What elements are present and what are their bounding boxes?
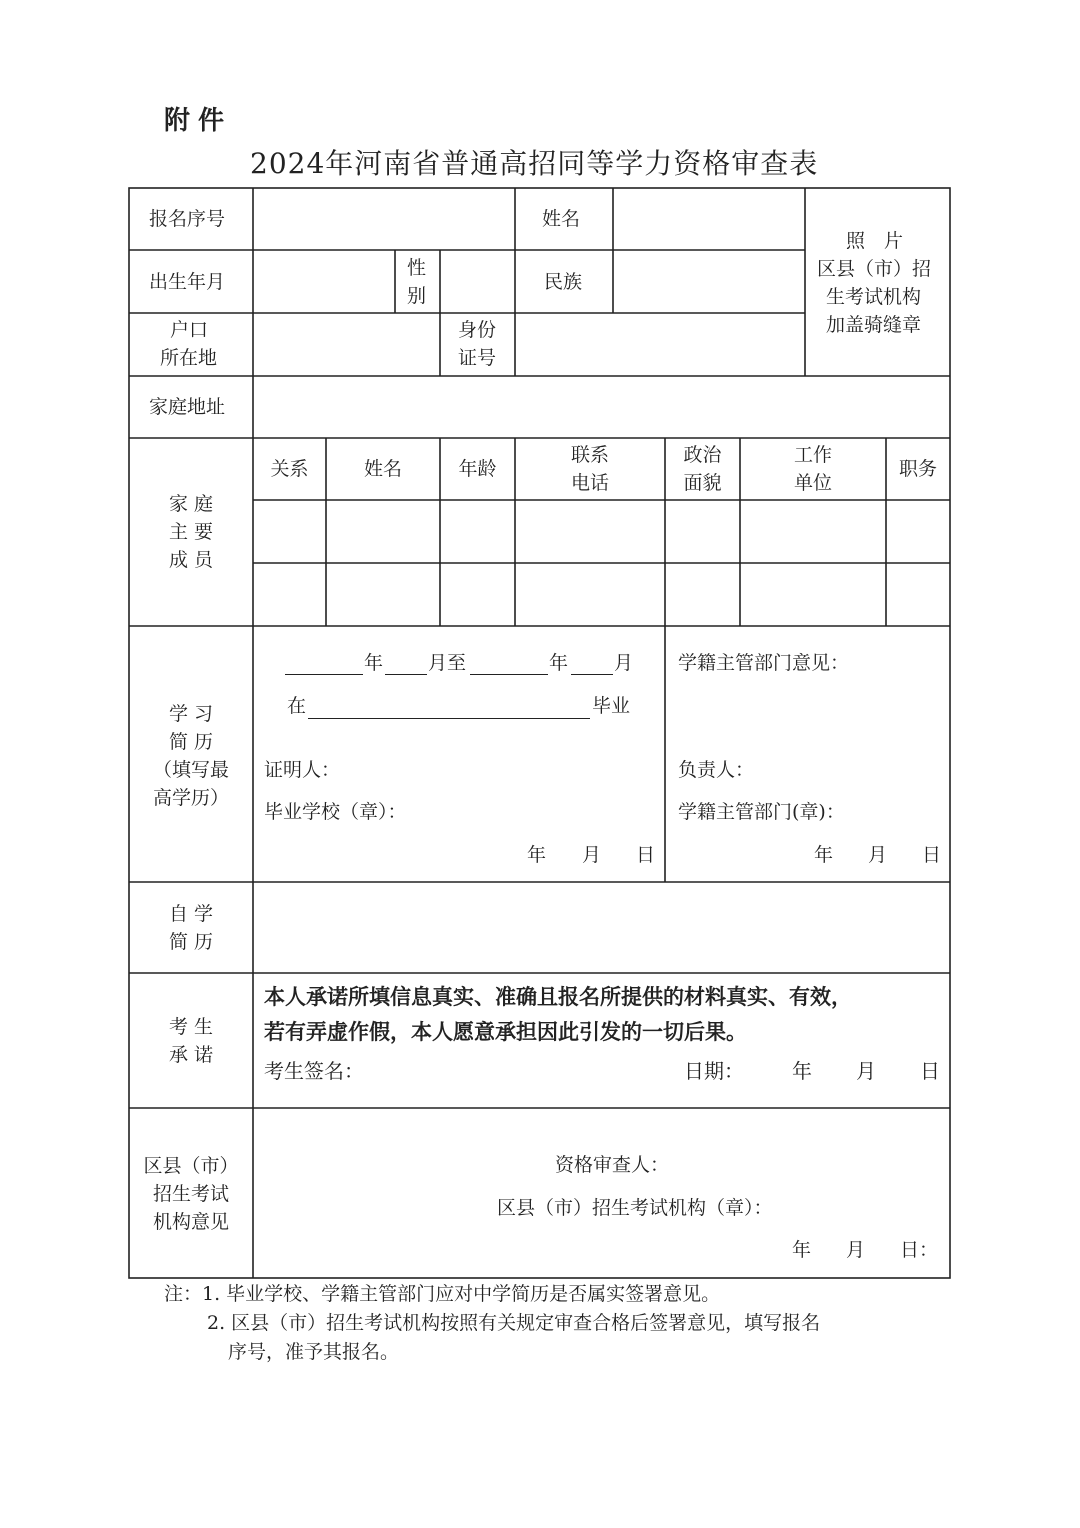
hukou-label-1: 户口 <box>170 319 209 341</box>
family-member-row-1[interactable] <box>253 500 950 563</box>
name-input[interactable] <box>613 188 805 250</box>
hukou-input[interactable] <box>253 313 440 376</box>
ethnicity-input[interactable] <box>613 250 805 313</box>
pledge-date-day: 日 <box>920 1059 940 1083</box>
photo-note-line3: 加盖骑缝章 <box>826 314 922 336</box>
school-date-day: 日 <box>636 844 656 866</box>
family-header-name: 姓名 <box>363 458 402 480</box>
witness-label: 证明人： <box>264 759 341 781</box>
review-date-month: 月 <box>846 1239 866 1261</box>
ethnicity-label: 民族 <box>544 271 583 293</box>
note-line-1: 注：1. 毕业学校、学籍主管部门应对中学简历是否属实签署意见。 <box>164 1283 721 1305</box>
signature-field[interactable] <box>374 1058 664 1088</box>
idcard-label-1: 身份 <box>458 319 497 341</box>
family-member-row-2[interactable] <box>253 563 950 626</box>
study-label: 学 习 简 历 （填写最 高学历） <box>152 703 229 809</box>
end-month-line[interactable] <box>571 674 613 675</box>
end-year-unit: 年 <box>549 652 569 674</box>
family-header-relation: 关系 <box>270 458 309 480</box>
school-date-year: 年 <box>527 844 547 866</box>
attachment-label: 附件 <box>164 106 233 136</box>
school-date-month: 月 <box>582 844 602 866</box>
photo-note-line1: 区县（市）招 <box>817 258 932 280</box>
dept-seal-label: 学籍主管部门(章)： <box>678 801 845 823</box>
dept-date-year: 年 <box>814 844 834 866</box>
pledge-date-month: 月 <box>856 1059 876 1083</box>
name-label: 姓名 <box>542 208 581 230</box>
pledge-text-line2: 若有弄虚作假，本人愿意承担因此引发的一切后果。 <box>264 1019 747 1044</box>
gender-input[interactable] <box>440 250 515 313</box>
start-month-line[interactable] <box>385 674 427 675</box>
review-date-year: 年 <box>792 1239 812 1261</box>
hukou-label-2: 所在地 <box>160 347 218 369</box>
family-header-work-unit: 工作 单位 <box>793 444 832 494</box>
end-year-line[interactable] <box>470 674 548 675</box>
responsible-label: 负责人： <box>678 759 755 781</box>
note-line-3: 序号，准予其报名。 <box>228 1341 400 1363</box>
family-header-position: 职务 <box>898 458 937 480</box>
address-label: 家庭地址 <box>149 396 226 418</box>
reviewer-label: 资格审查人： <box>555 1154 670 1176</box>
pledge-date-label: 日期： <box>684 1059 744 1083</box>
pledge-label: 考 生 承 诺 <box>168 1016 214 1066</box>
family-header-phone: 联系 电话 <box>570 444 609 494</box>
end-month-unit: 月 <box>614 652 634 674</box>
pledge-date-year: 年 <box>792 1059 812 1083</box>
photo-title: 照 片 <box>846 230 904 252</box>
pledge-text-line1: 本人承诺所填信息真实、准确且报名所提供的材料真实、有效， <box>264 984 852 1009</box>
reg-no-label: 报名序号 <box>149 208 226 230</box>
idcard-input[interactable] <box>515 313 805 376</box>
review-date-day: 日： <box>900 1239 939 1261</box>
review-label: 区县（市） 招生考试 机构意见 <box>143 1155 239 1233</box>
start-year-unit: 年 <box>364 652 384 674</box>
dept-date-month: 月 <box>868 844 888 866</box>
signature-label: 考生签名： <box>264 1059 364 1083</box>
start-year-line[interactable] <box>285 674 363 675</box>
self-study-label: 自 学 简 历 <box>168 903 214 953</box>
idcard-label-2: 证号 <box>458 347 497 369</box>
school-name-line[interactable] <box>308 718 590 719</box>
family-label: 家 庭 主 要 成 员 <box>168 493 214 571</box>
graduate-suffix: 毕业 <box>592 695 631 717</box>
family-header-age: 年龄 <box>458 458 497 480</box>
school-prefix: 在 <box>287 695 307 717</box>
start-month-unit: 月至 <box>428 652 467 674</box>
form-title: 2024年河南省普通高招同等学力资格审查表 <box>250 147 819 180</box>
gender-label-2: 别 <box>407 285 427 307</box>
dept-opinion-label: 学籍主管部门意见： <box>678 652 850 674</box>
address-input[interactable] <box>253 376 950 438</box>
note-line-2: 2. 区县（市）招生考试机构按照有关规定审查合格后签署意见，填写报名 <box>207 1312 821 1334</box>
reg-no-input[interactable] <box>253 188 515 250</box>
self-study-input[interactable] <box>253 882 950 973</box>
gender-label-1: 性 <box>407 257 427 279</box>
dept-date-day: 日 <box>922 844 942 866</box>
family-header-political: 政治 面貌 <box>683 444 722 494</box>
photo-note-line2: 生考试机构 <box>826 286 922 308</box>
school-seal-label: 毕业学校（章）： <box>264 801 407 823</box>
birth-label: 出生年月 <box>149 271 226 293</box>
org-seal-label: 区县（市）招生考试机构（章）： <box>497 1197 773 1219</box>
birth-input[interactable] <box>253 250 395 313</box>
